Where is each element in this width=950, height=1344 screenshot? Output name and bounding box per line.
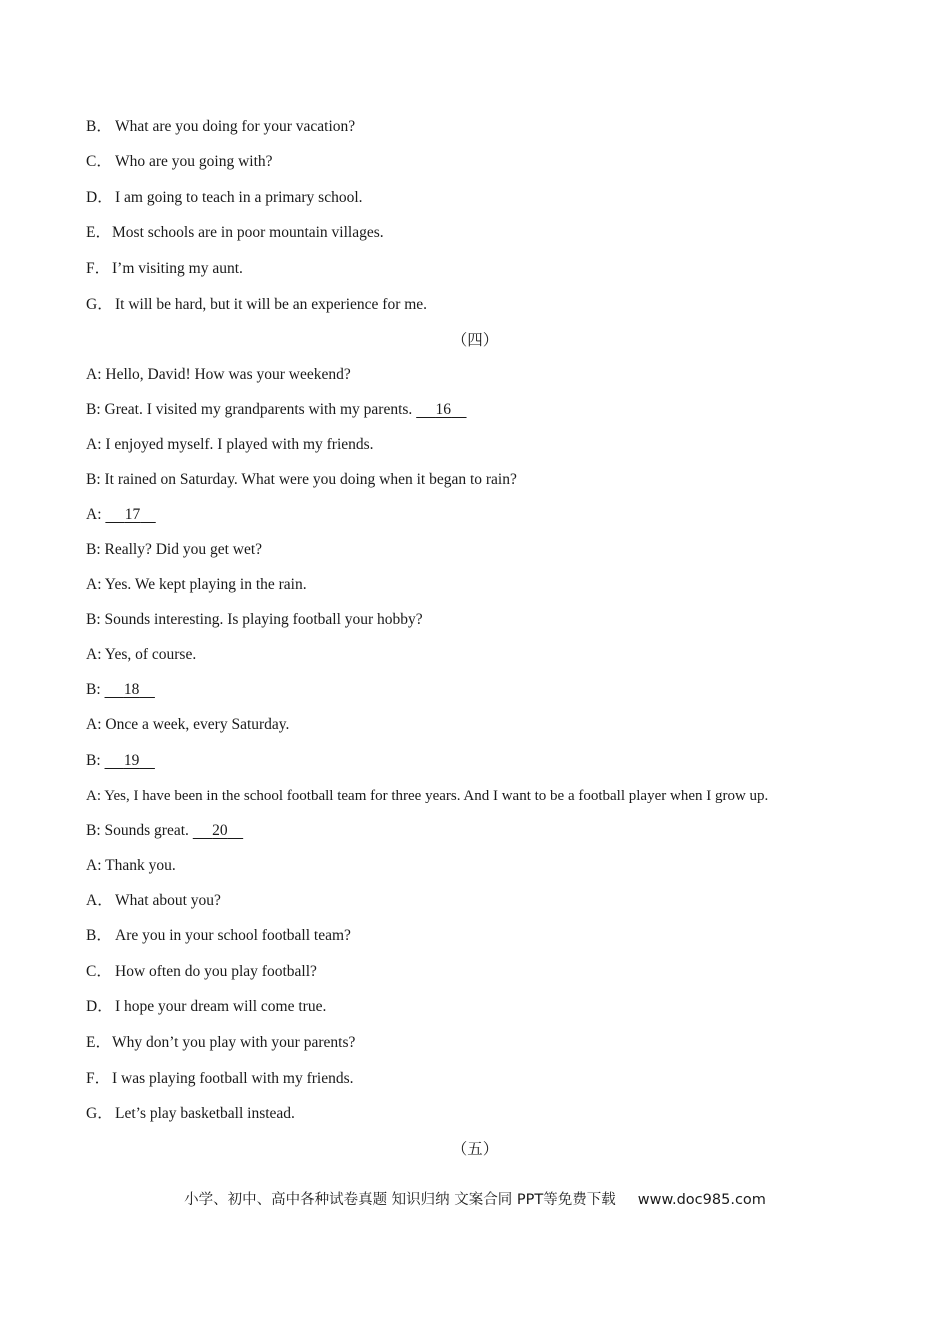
dialogue-line: A: Once a week, every Saturday.: [86, 716, 290, 733]
dialogue-line: B: Great. I visited my grandparents with my parents. 16: [86, 400, 467, 420]
option-d: D． I hope your dream will come true.: [86, 998, 327, 1015]
section-heading-4: （四）: [451, 332, 499, 349]
dialogue-line: B: It rained on Saturday. What were you doing when it began to rain?: [86, 471, 517, 488]
option-b: B． Are you in your school football team?: [86, 927, 351, 944]
option-a: A． What about you?: [86, 892, 221, 909]
answer-blank-19[interactable]: 19: [123, 752, 140, 769]
dialogue-line: B: 18: [86, 680, 155, 700]
answer-blank-16[interactable]: 16: [435, 401, 452, 418]
answer-blank-17[interactable]: 17: [124, 506, 141, 523]
answer-blank-20[interactable]: 20: [212, 822, 228, 839]
option-f: F． I was playing football with my friends.: [86, 1070, 354, 1087]
dialogue-line: A: Hello, David! How was your weekend?: [86, 366, 351, 383]
dialogue-line: B: Really? Did you get wet?: [86, 541, 263, 558]
option-f: F． I’m visiting my aunt.: [86, 260, 243, 277]
answer-blank-18[interactable]: 18: [123, 681, 140, 698]
dialogue-line: A: Yes, of course.: [86, 646, 197, 663]
dialogue-line: B: Sounds great. 20: [86, 821, 243, 841]
option-g: G． It will be hard, but it will be an experience for me.: [86, 296, 428, 313]
section-heading-5: （五）: [451, 1141, 499, 1158]
dialogue-line: A: Thank you.: [86, 857, 176, 874]
option-c: C． Who are you going with?: [86, 153, 273, 170]
option-e: E．Why don’t you play with your parents?: [86, 1034, 356, 1051]
option-b: B． What are you doing for your vacation?: [86, 118, 356, 135]
option-c: C． How often do you play football?: [86, 963, 317, 980]
page-footer: [0, 1190, 950, 1210]
option-g: G． Let’s play basketball instead.: [86, 1105, 295, 1122]
dialogue-line: A: Yes. We kept playing in the rain.: [86, 576, 307, 593]
dialogue-line: B: Sounds interesting. Is playing football your hobby?: [86, 611, 423, 628]
option-d: D． I am going to teach in a primary school.: [86, 189, 363, 206]
dialogue-line: A: I enjoyed myself. I played with my friends.: [86, 436, 374, 453]
option-e: E．Most schools are in poor mountain villages.: [86, 224, 384, 241]
dialogue-line: B: 19: [86, 751, 155, 771]
dialogue-line: A: Yes, I have been in the school football team for three years. And I want to be a football player when I grow up.: [86, 788, 769, 804]
footer-text: 小学、初中、高中各种试卷真题 知识归纳 文案合同 PPT等免费下载: [184, 1192, 616, 1208]
footer-url[interactable]: www.doc985.com: [637, 1192, 766, 1208]
dialogue-line: A: 17: [86, 505, 156, 525]
